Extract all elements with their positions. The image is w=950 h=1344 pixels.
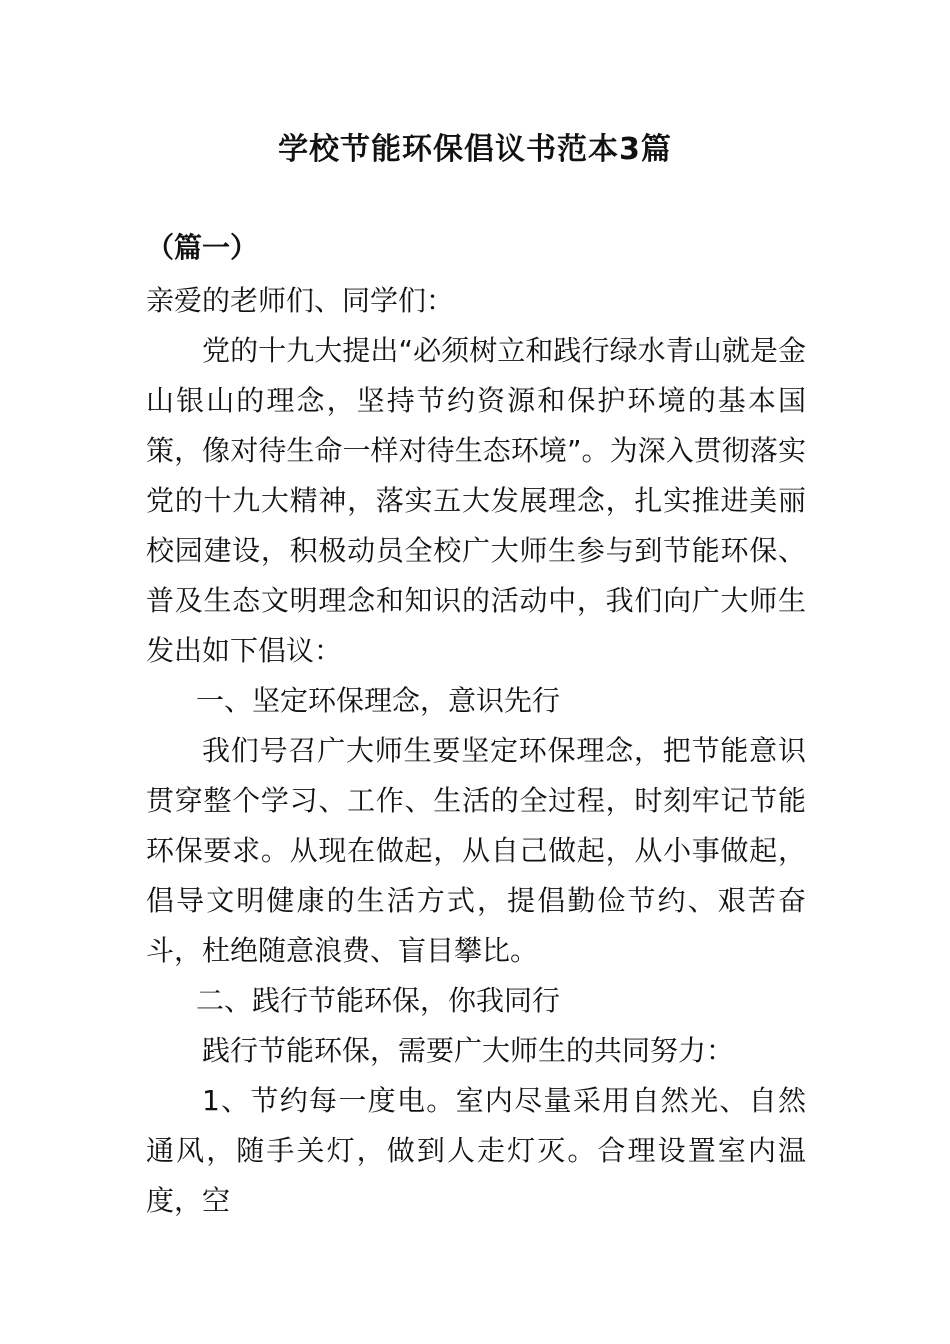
document-body — [146, 276, 806, 1226]
paragraph-item-one: 1、节约每一度电。室内尽量采用自然光、自然通风，随手关灯，做到人走灯灭。合理设置室内温度，空 — [146, 1084, 806, 1217]
heading-one: 一、坚定环保理念，意识先行 — [196, 684, 561, 717]
paragraph-two-intro: 践行节能环保，需要广大师生的共同努力： — [202, 1034, 735, 1067]
document-title: 学校节能环保倡议书范本3篇 — [278, 132, 672, 167]
paragraph-one: 我们号召广大师生要坚定环保理念，把节能意识贯穿整个学习、工作、生活的全过程，时刻牢记节能环保要求。从现在做起，从自己做起，从小事做起，倡导文明健康的生活方式，提倡勤俭节约、艰苦奋斗，杜绝随意浪费、盲目攀比。 — [146, 734, 806, 967]
section-label: （篇一） — [146, 231, 259, 264]
paragraph-intro: 党的十九大提出“必须树立和践行绿水青山就是金山银山的理念，坚持节约资源和保护环境的基本国策，像对待生命一样对待生态环境”。为深入贯彻落实党的十九大精神，落实五大发展理念，扎实推进美丽校园建设，积极动员全校广大师生参与到节能环保、普及生态文明理念和知识的活动中，我们向广大师生发出如下倡议： — [146, 334, 806, 667]
greeting: 亲爱的老师们、同学们： — [146, 284, 455, 317]
heading-two: 二、践行节能环保，你我同行 — [196, 984, 561, 1017]
